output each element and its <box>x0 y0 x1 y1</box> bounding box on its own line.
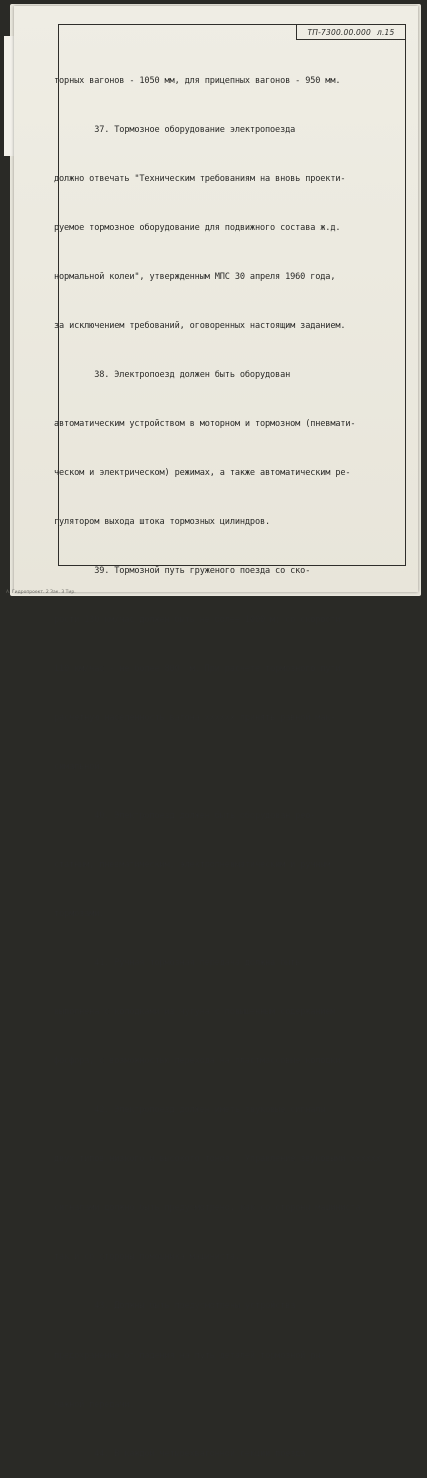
text-line: ческом и электрическом) режимах, а также автоматическим ре- <box>54 467 351 478</box>
text-line: автоматическим устройством в моторном и тормозном (пневмати- <box>54 418 356 429</box>
text-line: 42. Электропоезд должен иметь звуковые сигналы <box>54 1105 326 1116</box>
print-footer: А. Гидропроект. 2 Зак. 3 Тир. <box>6 590 76 595</box>
text-line: гулятором выхода штока тормозных цилиндров. <box>54 516 271 527</box>
text-line: двух типов низкого и высокого тонов. Управление звуковыми хххххх <box>54 1154 381 1165</box>
text-line: 44. В каждой четырехвагонной секции поезда <box>54 1448 306 1459</box>
document-code: ТП-7300.00.000 <box>307 27 371 37</box>
text-line: рости 130 км/час должен быть не более 1000 м; со скорости <box>54 615 341 626</box>
sheet-number: л.15 <box>376 27 395 37</box>
text-line: расчетную населенность вагона хххххх принять равной мак- <box>54 713 336 724</box>
text-line: сигналами должно быть предусмотрено, как со стороны машиниста, <box>54 1203 366 1214</box>
text-line: 41. Ручная тормозная передача должна быть <box>54 958 301 969</box>
text-line: статным, пневматическим, электропневматическим и ручным <box>54 860 331 871</box>
text-line: руемое тормозное оборудование для подвижного состава ж.д. <box>54 222 341 233</box>
text-line: выполнена с колодками из чугуна с повышенным содержанием <box>54 1007 336 1018</box>
title-block <box>296 25 405 40</box>
text-line: так и со стороны помощника машиниста. <box>54 1252 240 1263</box>
text-line: 110 км/час - не более 800 м. При расчете тормозного пути <box>54 664 341 675</box>
text-line: тормозами. <box>54 909 105 920</box>
text-line: 38. Электропоезд должен быть оборудован <box>54 369 291 380</box>
text-line: 37. Тормозное оборудование электропоезда <box>54 124 296 135</box>
text-line: симальной. <box>54 762 105 773</box>
text-line: должно отвечать "Техническим требованиям на вновь проекти- <box>54 173 346 184</box>
text-line: нормальной колеи", утвержденным МПС 30 апреля 1960 года, <box>54 271 336 282</box>
text-line: чажной передачи. <box>54 1399 135 1410</box>
text-line: предохранение от падения на путь деталей тормозной ры- <box>54 1350 326 1361</box>
text-line: 40. Электропоезд должен быть оборудован рео- <box>54 811 316 822</box>
text-line: 39. Тормозной путь груженого поезда со ско- <box>54 566 311 576</box>
text-line: за исключением требований, оговоренных настоящим заданием. <box>54 320 346 331</box>
body-text <box>54 40 388 1478</box>
text-line: торных вагонов - 1050 мм, для прицепных вагонов - 950 мм. <box>54 75 341 86</box>
text-line: 43. Должны быть предусмотрены устройства <box>54 1301 296 1312</box>
text-line: фосфора, с возможностью перехода на пластмассовые колодки. <box>54 1056 346 1067</box>
